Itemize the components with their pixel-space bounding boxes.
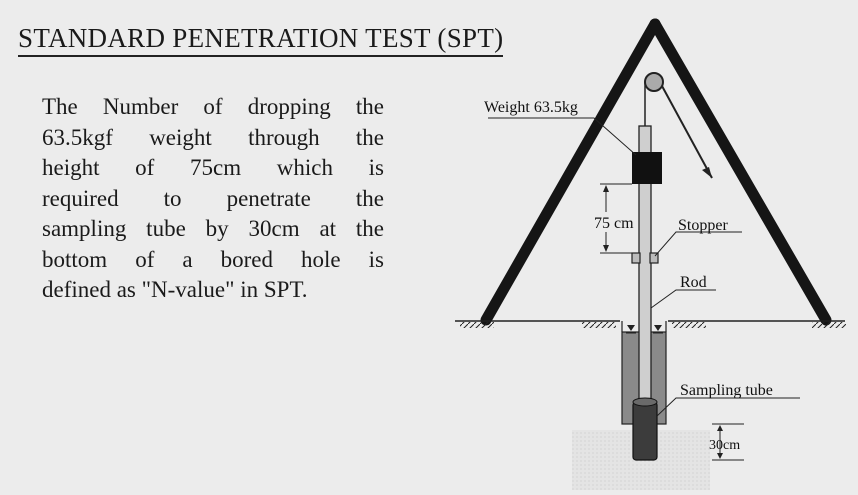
sampling-tube [633, 398, 657, 460]
stopper-label: Stopper [678, 217, 728, 234]
drop-height-label: 75 cm [594, 215, 634, 232]
weight-block [632, 152, 662, 184]
sampling-tube-label: Sampling tube [680, 382, 773, 399]
rod-label: Rod [680, 274, 707, 291]
description-line: sampling tube by 30cm at the [42, 216, 384, 241]
weight-label: Weight 63.5kg [484, 99, 578, 116]
slide-title: STANDARD PENETRATION TEST (SPT) [18, 22, 503, 57]
description-line: The Number of dropping the [42, 94, 384, 119]
description-line: defined as "N-value" in SPT. [42, 277, 308, 302]
description-line: height of 75cm which is [42, 155, 384, 180]
penetration-label: 30cm [709, 438, 741, 453]
description-line: 63.5kgf weight through the [42, 124, 384, 150]
description-line: bottom of a bored hole is [42, 246, 384, 272]
description-line: required to penetrate the [42, 185, 384, 211]
